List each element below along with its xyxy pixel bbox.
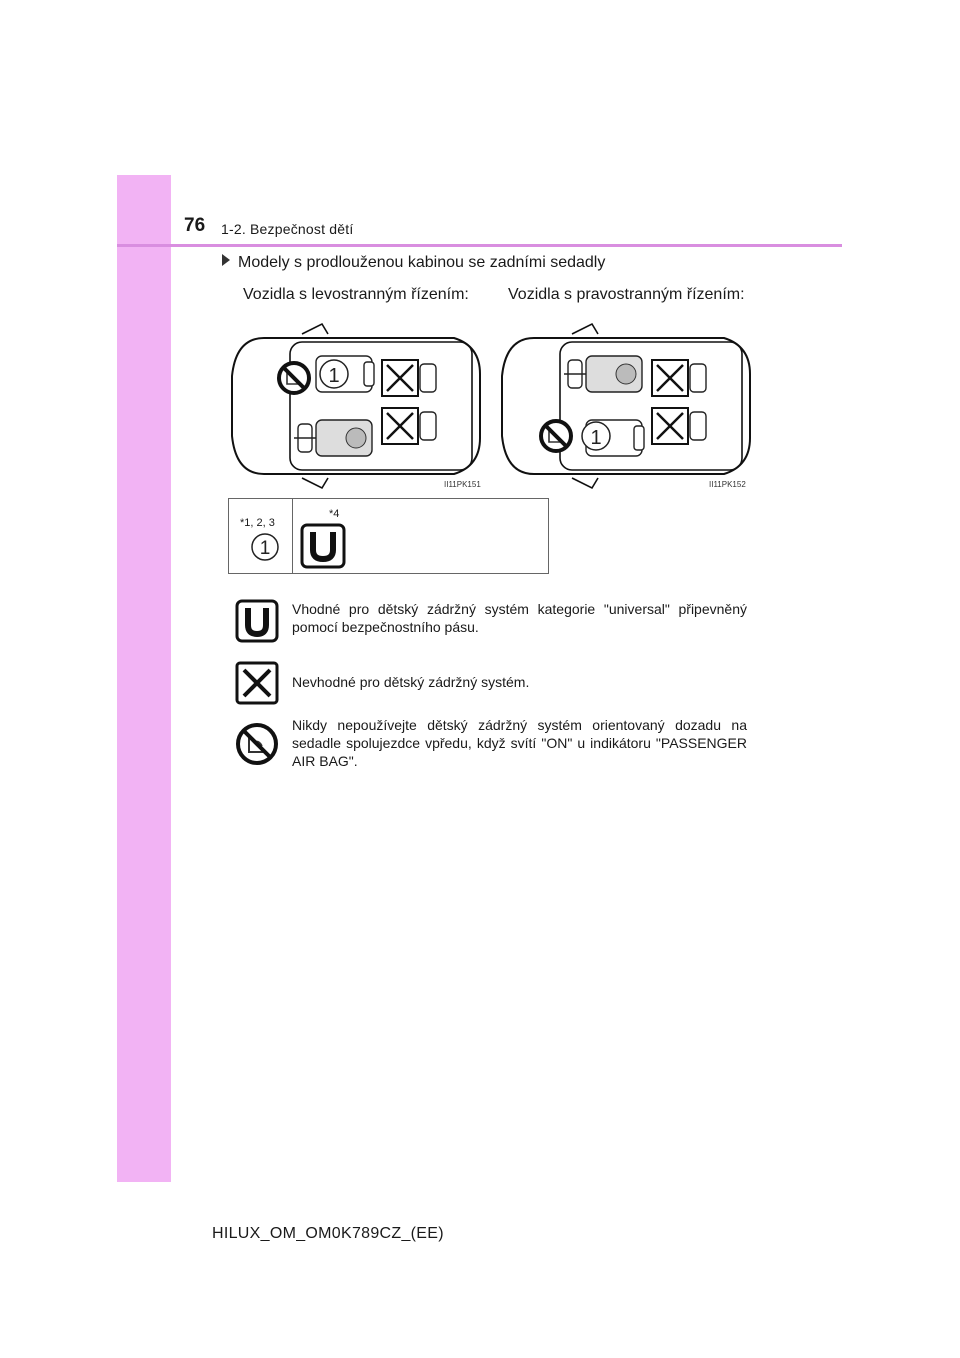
subheading [222, 254, 605, 272]
unsuitable-x-icon [235, 661, 279, 705]
header-rule [117, 244, 842, 247]
figure-code-right: II11PK152 [709, 480, 746, 489]
footnote-ref-2: *4 [329, 508, 340, 520]
rear-seats [652, 360, 706, 444]
driver-seat [564, 356, 642, 392]
figure-code-left: II11PK151 [444, 480, 481, 489]
prohibited-rear-facing-seat-icon [235, 722, 279, 766]
sidebar-accent [117, 175, 171, 1182]
page-number: 76 [184, 215, 206, 236]
seat-number-circle [320, 360, 348, 388]
seat-number-label: 1 [590, 427, 602, 449]
definition-prohibited: Nikdy nepoužívejte dětský zádržný systém orientovaný dozadu na sedadle spolujezdce vpředu, když svítí "ON" u indikátoru "PASSENGER AIR BAG". [292, 717, 747, 769]
definition-universal: Vhodné pro dětský zádržný systém kategorie "universal" připevněný pomocí bezpečnostního pásu. [292, 601, 747, 635]
prohibited-rear-facing-seat-icon [279, 363, 309, 393]
car-label-right-hand-drive: Vozidla s pravostranným řízením: [508, 286, 745, 303]
driver-seat [294, 420, 372, 456]
legend-divider [292, 499, 293, 573]
section-title: 1-2. Bezpečnost dětí [221, 221, 354, 237]
car-diagram-left-hand-drive [224, 316, 486, 496]
legend-circle-number: 1 [259, 538, 271, 559]
seat-number-circle [582, 422, 610, 450]
footnote-ref-1: *1, 2, 3 [240, 517, 275, 529]
footnote-legend-box [228, 498, 549, 574]
car-diagram-right-hand-drive [494, 316, 756, 496]
subheading-text: Modely s prodlouženou kabinou se zadními sedadly [238, 254, 606, 271]
universal-u-icon [235, 599, 279, 643]
triangle-bullet-icon [222, 254, 230, 266]
car-label-left-hand-drive: Vozidla s levostranným řízením: [243, 286, 469, 303]
footer-document-code: HILUX_OM_OM0K789CZ_(EE) [212, 1225, 444, 1242]
prohibited-rear-facing-seat-icon [541, 421, 571, 451]
seat-number-label: 1 [328, 365, 340, 387]
rear-seats [382, 360, 436, 444]
definition-unsuitable: Nevhodné pro dětský zádržný systém. [292, 674, 530, 690]
seat-number-circle [250, 532, 280, 562]
universal-u-icon [300, 523, 346, 569]
